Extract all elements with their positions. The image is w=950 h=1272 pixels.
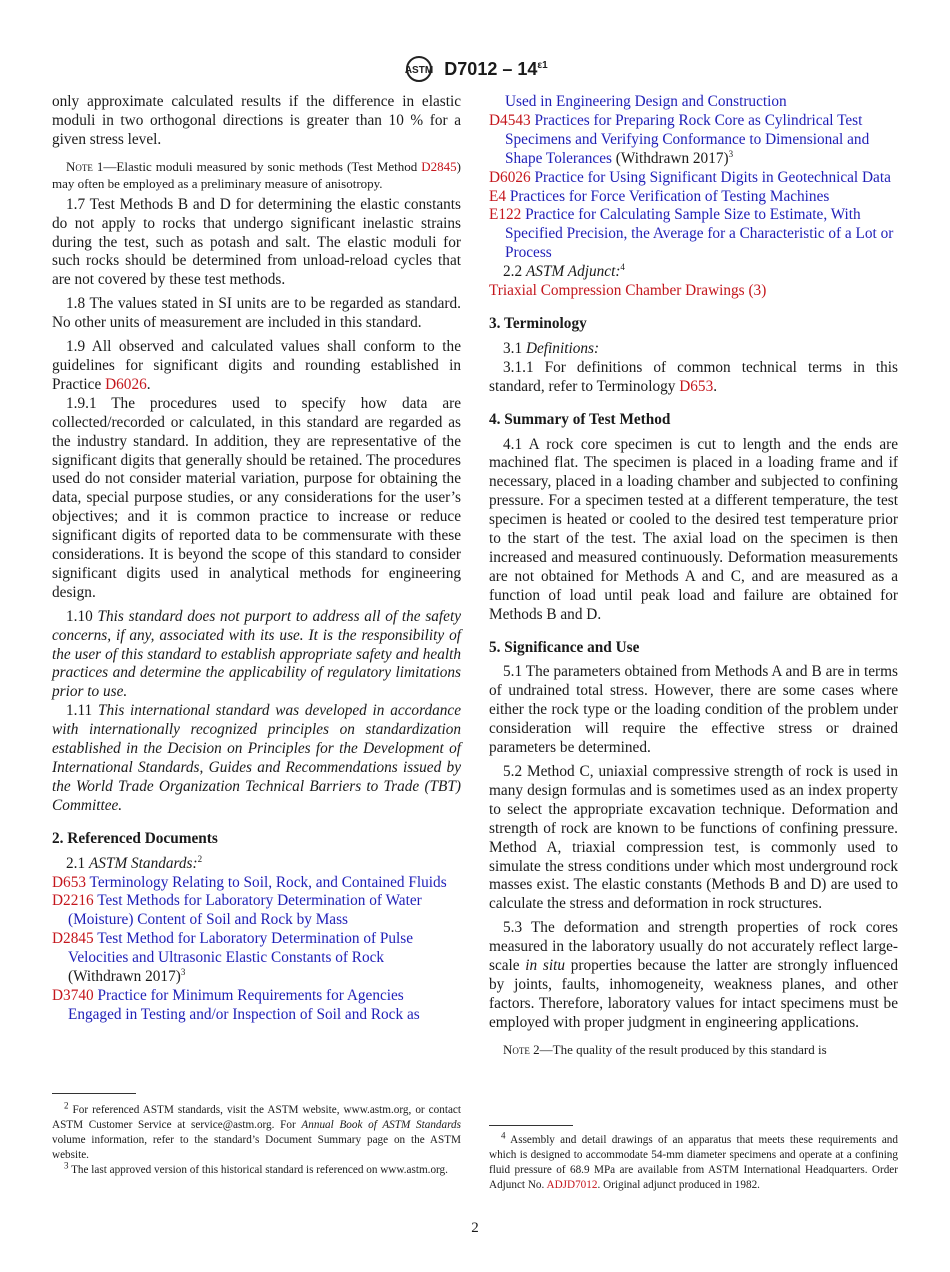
text: 1.7 Test Methods B and D for determining the elastic constants do not apply to rocks that undergo significant inelastic strains during the test, such as potash and salt. The elastic moduli for such rocks should be determined from unload-reload cycles that are not covered by these test methods. [52, 195, 461, 289]
text: 1.9.1 The procedures used to specify how data are collected/recorded or calculated, in this standard are regarded as the industry standard. In addition, they are representative of the significant digits that generally should be retained. The procedures used do not consider material variation, purpose for obtaining the data, special purpose studies, or any considerations for the user’s objectives; and it is common practice to increase or reduce significant digits of reported data to be commensurate with these considerations. It is beyond the scope of this standard to consider significant digits used in analytical methods for engineering design. [52, 394, 461, 601]
text: —Elastic moduli measured by sonic methods (Test Method [103, 158, 422, 174]
document-link[interactable]: E122 [489, 206, 522, 224]
reference-item [489, 169, 898, 188]
footnote-marker: 3 [180, 966, 186, 977]
note [52, 158, 461, 192]
document-link[interactable]: D2845 [52, 930, 94, 948]
text: . [146, 375, 151, 393]
text: ASTM Adjunct: [525, 263, 621, 281]
document-link[interactable]: E4 [489, 187, 506, 205]
text: . [713, 377, 718, 395]
doc-id-text: D7012 – 14 [444, 58, 538, 79]
reference-item [52, 930, 461, 987]
document-link[interactable]: Triaxial Compression Chamber Drawings (3) [489, 282, 767, 300]
page-number: 2 [471, 1220, 479, 1236]
section-heading [489, 315, 898, 334]
text: in situ [525, 957, 565, 975]
footnote-marker: 2 [197, 853, 203, 864]
footnote-divider [52, 1093, 136, 1094]
text: (Withdrawn 2017) [68, 968, 181, 986]
footnote-divider [489, 1125, 573, 1126]
text: For referenced ASTM standards, visit the ASTM website, www.astm.org, or contact ASTM Customer Service at service@astm.org. For [52, 1104, 461, 1131]
text: ) may often be employed as a preliminary measure of anisotropy. [52, 158, 461, 191]
text: 5. Significance and Use [489, 638, 640, 656]
doc-edition-superscript: ε1 [537, 59, 548, 71]
reference-title-link[interactable]: Practices for Force Verification of Testing Machines [506, 187, 830, 205]
footnote-marker: 3 [728, 148, 734, 159]
paragraph [489, 359, 898, 397]
text: Assembly and detail drawings of an apparatus that meets these requirements and which is designed to accommodate 54-mm diameter specimens and operate at a confining fluid pressure of 68.9 MPa are available from ASTM International Headquarters. Order Adjunct No. [489, 1134, 898, 1191]
paragraph [52, 196, 461, 291]
reference-title-link[interactable]: Test Methods for Laboratory Determination of Water (Moisture) Content of Soil and Rock by Mass [68, 892, 422, 929]
astm-logo [402, 54, 436, 84]
text: 3.1.1 For definitions of common technical terms in this standard, refer to Terminology [489, 358, 898, 395]
text: Definitions: [525, 339, 600, 357]
paragraph [52, 702, 461, 815]
text: 3.1 [503, 339, 526, 357]
document-link[interactable]: D653 [679, 377, 714, 395]
page-header [0, 54, 950, 84]
paragraph [52, 93, 461, 150]
footnote [489, 1130, 898, 1193]
text: volume information, refer to the standard’s Document Summary page on the ASTM website. [52, 1133, 461, 1161]
document-link[interactable]: D6026 [489, 168, 531, 186]
text: 2.1 [66, 854, 89, 872]
document-link[interactable]: D2845 [421, 158, 457, 174]
reference-title-link[interactable]: Used in Engineering Design and Construction [505, 93, 787, 110]
text: Note 1 [66, 158, 104, 174]
reference-title-link[interactable]: Terminology Relating to Soil, Rock, and Contained Fluids [86, 873, 447, 891]
footnote [52, 1159, 461, 1178]
text: ASTM Standards: [88, 854, 198, 872]
document-link[interactable]: D2216 [52, 892, 94, 910]
reference-item [489, 112, 898, 169]
text: properties because the latter are strongly influenced by joints, faults, inhomogeneity, weakness planes, and other factors. Therefore, laboratory values for intact specimens must be employed with proper judgment in engineering applications. [489, 957, 898, 1031]
right-column [489, 93, 898, 1062]
text: 5.2 Method C, uniaxial compressive strength of rock is used in many design formulas and is sometimes used as an index property to select the appropriate excavation technique. Deformation and strength of rock are known to be functions of confining pressure. Method A, triaxial compression test, is commonly used to simulate the stress conditions under which most underground rock masses exist. The elastic constants (Methods B and D) are used to calculate the stress and deformation in rock structures. [489, 763, 898, 913]
reference-title-link[interactable]: Practice for Minimum Requirements for Agencies Engaged in Testing and/or Inspection of Soil and Rock as [68, 986, 420, 1023]
reference-title-link[interactable]: Practice for Calculating Sample Size to Estimate, With Specified Precision, the Average for a Characteristic of a Lot or Process [505, 206, 894, 262]
text: 5.1 The parameters obtained from Methods A and B are in terms of undrained total stress. However, there are some cases where either the rock type or the loading condition of the problem under consideration will require the effective stress or drained parameters be determined. [489, 663, 898, 757]
text: 4.1 A rock core specimen is cut to length and the ends are machined flat. The specimen is placed in a loading frame and if necessary, placed in a loading chamber and subjected to confining pressure. For a specimen tested at a different temperature, the test specimen is heated or cooled to the desired test temperature prior to the start of the test. The axial load on the specimen is then increased and measured continuously. Deformation measurements are not obtained for Methods A and C, and are measured as a function of load until peak load and failure are obtained for Methods B and D. [489, 435, 898, 623]
reference-item [489, 188, 898, 207]
paragraph [52, 295, 461, 333]
text: 5.3 The deformation and strength properties of rock cores measured in the laboratory usually do not accurately reflect large-scale [489, 919, 898, 975]
paragraph [489, 663, 898, 758]
paragraph [489, 340, 898, 359]
footnote-marker: 3 [64, 1159, 69, 1170]
paragraph [489, 263, 898, 282]
text: only approximate calculated results if the difference in elastic moduli in two orthogonal directions is greater than 10 % for a given stress level. [52, 93, 461, 148]
paragraph [52, 395, 461, 603]
section-heading [489, 411, 898, 430]
document-link[interactable]: D3740 [52, 986, 94, 1004]
reference-title-link[interactable]: Practices for Preparing Rock Core as Cylindrical Test Specimens and Verifying Conformance to Dimensional and Shape Tolerances [505, 111, 870, 167]
text: 1.10 [66, 607, 98, 625]
footnote-marker: 2 [64, 1100, 69, 1111]
reference-item [52, 987, 461, 1025]
reference-title-link[interactable]: Practice for Using Significant Digits in Geotechnical Data [530, 168, 891, 186]
section-heading [52, 830, 461, 849]
reference-item [489, 93, 898, 112]
paragraph [52, 608, 461, 703]
document-link[interactable]: D6026 [105, 375, 147, 393]
footnote [52, 1100, 461, 1163]
paragraph [52, 855, 461, 874]
document-id [444, 59, 547, 80]
text: 2.2 [503, 263, 526, 281]
text: This international standard was developed in accordance with internationally recognized principles on standardization established in the Decision on Principles for the Development of International Standards, Guides and Recommendations issued by the World Trade Organization Technical Barriers to Trade (TBT) Committee. [52, 702, 461, 814]
text: Note 2 [503, 1041, 540, 1057]
text: 3. Terminology [489, 314, 587, 332]
footnotes-left [52, 1100, 461, 1178]
text: 1.8 The values stated in SI units are to be regarded as standard. No other units of measurement are included in this standard. [52, 295, 461, 332]
text: Annual Book of ASTM Standards [301, 1118, 461, 1131]
reference-item [52, 892, 461, 930]
left-column [52, 93, 461, 1025]
text: 1.9 All observed and calculated values shall conform to the guidelines for significant digits and rounding established in Practice [52, 338, 461, 393]
text: The last approved version of this historical standard is referenced on www.astm.org. [68, 1163, 448, 1176]
text: 1.11 [66, 702, 98, 720]
reference-title-link[interactable]: Test Method for Laboratory Determination of Pulse Velocities and Ultrasonic Elastic Constants of Rock [68, 930, 414, 967]
footnote-marker: 4 [501, 1130, 506, 1141]
text: This standard does not purport to address all of the safety concerns, if any, associated with its use. It is the responsibility of the user of this standard to establish appropriate safety and health practices and determine the applicability of regulatory limitations prior to use. [52, 607, 461, 701]
text: 2. Referenced Documents [52, 829, 218, 847]
paragraph [489, 763, 898, 914]
reference-item [52, 874, 461, 893]
note [489, 1041, 898, 1058]
document-link[interactable]: D653 [52, 873, 86, 891]
svg-text:ASTM: ASTM [405, 65, 434, 76]
text: —The quality of the result produced by this standard is [539, 1041, 827, 1057]
paragraph [489, 436, 898, 625]
footnotes-right [489, 1130, 898, 1193]
paragraph [489, 919, 898, 1032]
reference-item [489, 206, 898, 263]
paragraph [52, 338, 461, 395]
document-link[interactable]: D4543 [489, 111, 531, 129]
paragraph [489, 282, 898, 301]
text: (Withdrawn 2017) [611, 149, 729, 167]
text: . Original adjunct produced in 1982. [597, 1178, 760, 1191]
document-link[interactable]: ADJD7012 [546, 1178, 598, 1191]
footnote-marker: 4 [620, 262, 625, 273]
text: 4. Summary of Test Method [489, 410, 671, 428]
section-heading [489, 639, 898, 658]
